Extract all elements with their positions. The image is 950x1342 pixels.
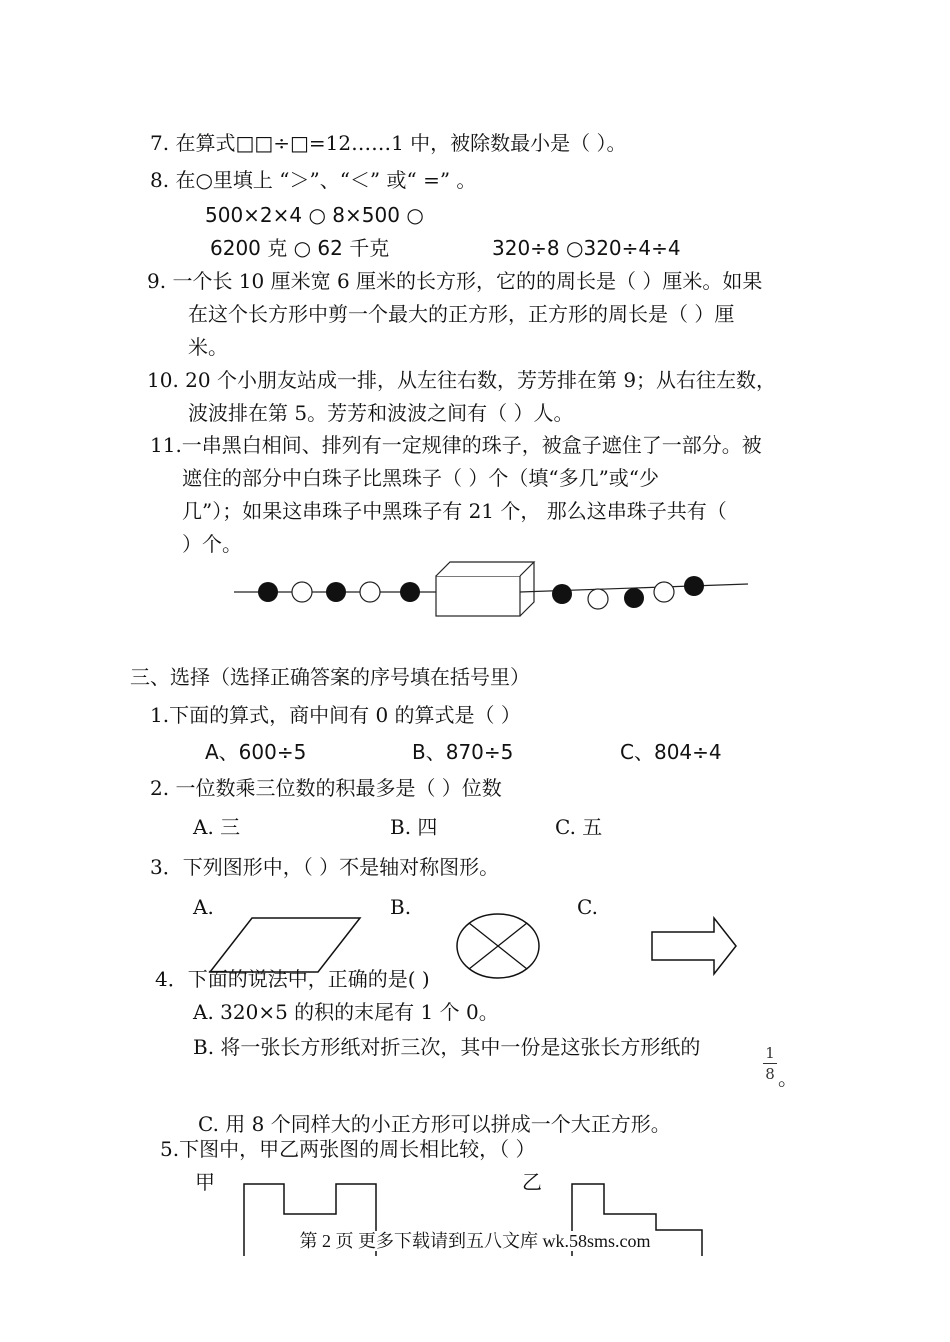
question-11-line-1: 11.一串黑白相间、排列有一定规律的珠子，被盒子遮住了一部分。被 [150,433,762,457]
white-bead [292,582,312,602]
question-9-line-3: 米。 [188,335,228,359]
choice-4-option-a: A. 320×5 的积的末尾有 1 个 0。 [193,1000,499,1024]
fraction-one-eighth [763,1044,777,1083]
fraction-numerator: 1 [765,1044,775,1062]
choice-3-option-c: C. [577,895,598,919]
question-9-line-2: 在这个长方形中剪一个最大的正方形，正方形的周长是（ ）厘 [188,302,735,326]
question-11-line-2: 遮住的部分中白珠子比黑珠子（ ）个（填“多几”或“少 [182,466,660,490]
cover-box [436,562,534,616]
question-9-line-1: 9. 一个长 10 厘米宽 6 厘米的长方形，它的的周长是（ ）厘米。如果 [147,269,763,293]
choice-question-5: 5.下图中，甲乙两张图的周长相比较，（ ） [160,1137,536,1161]
question-8-row-2-left: 6200 克 ○ 62 千克 [210,236,390,260]
arrow-shape [650,916,740,978]
choice-2-option-b: B. 四 [390,815,438,839]
choice-3-option-b: B. [390,895,412,919]
question-11-line-3: 几”）；如果这串珠子中黑珠子有 21 个， 那么这串珠子共有（ [182,499,727,523]
figure-jia-label: 甲 [195,1170,215,1194]
page-footer [0,1229,950,1253]
choice-1-option-a: A、600÷5 [205,740,307,764]
question-10-line-2: 波波排在第 5。芳芳和波波之间有（ ）人。 [188,401,574,425]
question-8-row-2-right: 320÷8 ○320÷4÷4 [492,236,681,260]
black-bead [684,576,704,596]
question-8: 8. 在○里填上 “＞”、“＜” 或“ =” 。 [150,168,477,192]
choice-4-option-c: C. 用 8 个同样大的小正方形可以拼成一个大正方形。 [198,1112,671,1136]
choice-question-2: 2. 一位数乘三位数的积最多是（ ）位数 [150,776,502,800]
choice-1-option-c: C、804÷4 [620,740,722,764]
choice-4-option-b: B. 将一张长方形纸对折三次，其中一份是这张长方形纸的 [193,1035,701,1059]
question-8-row-1: 500×2×4 ○ 8×500 ○ [205,203,424,227]
black-bead [400,582,420,602]
circle-with-cross-shape [455,912,541,980]
black-bead [624,588,644,608]
white-bead [588,589,608,609]
choice-4-option-b-end: 。 [778,1066,798,1090]
black-bead [552,584,572,604]
choice-question-4: 4．下面的说法中，正确的是( ) [155,967,430,991]
question-11-line-4: ）个。 [182,532,242,556]
choice-question-3: 3．下列图形中，（ ）不是轴对称图形。 [150,855,500,879]
section-heading: 三、选择（选择正确答案的序号填在括号里） [130,665,530,689]
black-bead [258,582,278,602]
white-bead [360,582,380,602]
choice-2-option-c: C. 五 [555,815,603,839]
choice-3-option-a: A. [193,895,214,919]
choice-question-1: 1.下面的算式，商中间有 0 的算式是（ ） [150,703,521,727]
question-10-line-1: 10. 20 个小朋友站成一排，从左往右数，芳芳排在第 9；从右往左数， [147,368,777,392]
beads-figure [230,556,750,628]
choice-2-option-a: A. 三 [193,815,241,839]
white-bead [654,582,674,602]
question-7: 7. 在算式□□÷□=12……1 中，被除数最小是（ ）。 [150,131,627,155]
choice-1-option-b: B、870÷5 [412,740,514,764]
black-bead [326,582,346,602]
footer-text: 第 2 页 更多下载请到五八文库 wk.58sms.com [296,1231,655,1251]
figure-yi-label: 乙 [522,1170,542,1194]
fraction-denominator: 8 [765,1065,775,1083]
